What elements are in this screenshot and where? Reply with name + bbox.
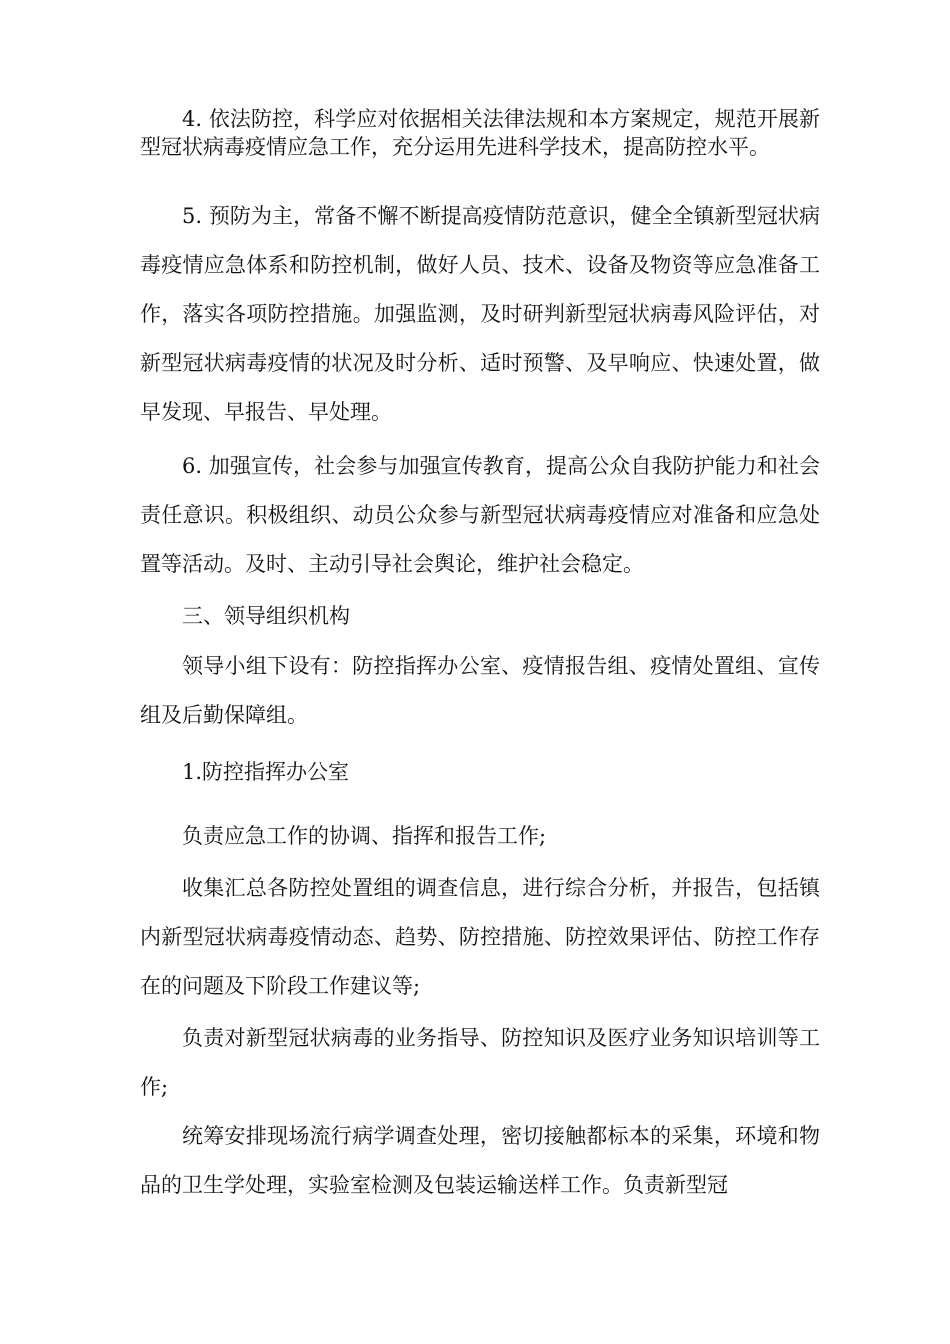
paragraph-principle-4: 4. 依法防控，科学应对依据相关法律法规和本方案规定，规范开展新型冠状病毒疫情应急工作，充分运用先进科学技术，提高防控水平。: [140, 107, 820, 159]
paragraph-principle-5: 5. 预防为主，常备不懈不断提高疫情防范意识，健全全镇新型冠状病毒疫情应急体系和防控机制，做好人员、技术、设备及物资等应急准备工作，落实各项防控措施。加强监测，及时研判新型冠状病毒风险评估，对新型冠状病毒疫情的状况及时分析、适时预警、及早响应、快速处置，做早发现、早报告、早处理。: [140, 204, 820, 424]
paragraph-duty-field-investigation: 统筹安排现场流行病学调查处理，密切接触都标本的采集，环境和物品的卫生学处理，实验室检测及包装运输送样工作。负责新型冠: [140, 1124, 820, 1197]
paragraph-duty-coordination: 负责应急工作的协调、指挥和报告工作;: [182, 824, 547, 848]
subheading-command-office: 1.防控指挥办公室: [182, 760, 350, 784]
paragraph-leadership-subgroups: 领导小组下设有：防控指挥办公室、疫情报告组、疫情处置组、宣传组及后勤保障组。: [140, 654, 820, 727]
paragraph-duty-training: 负责对新型冠状病毒的业务指导、防控知识及医疗业务知识培训等工作;: [140, 1026, 820, 1099]
section-heading-leadership: 三、领导组织机构: [182, 604, 350, 628]
paragraph-principle-6: 6. 加强宣传，社会参与加强宣传教育，提高公众自我防护能力和社会责任意识。积极组织、动员公众参与新型冠状病毒疫情应对准备和应急处置等活动。及时、主动引导社会舆论，维护社会稳定。: [140, 454, 820, 576]
paragraph-duty-analysis: 收集汇总各防控处置组的调查信息，进行综合分析，并报告，包括镇内新型冠状病毒疫情动态、趋势、防控措施、防控效果评估、防控工作存在的问题及下阶段工作建议等;: [140, 876, 820, 998]
